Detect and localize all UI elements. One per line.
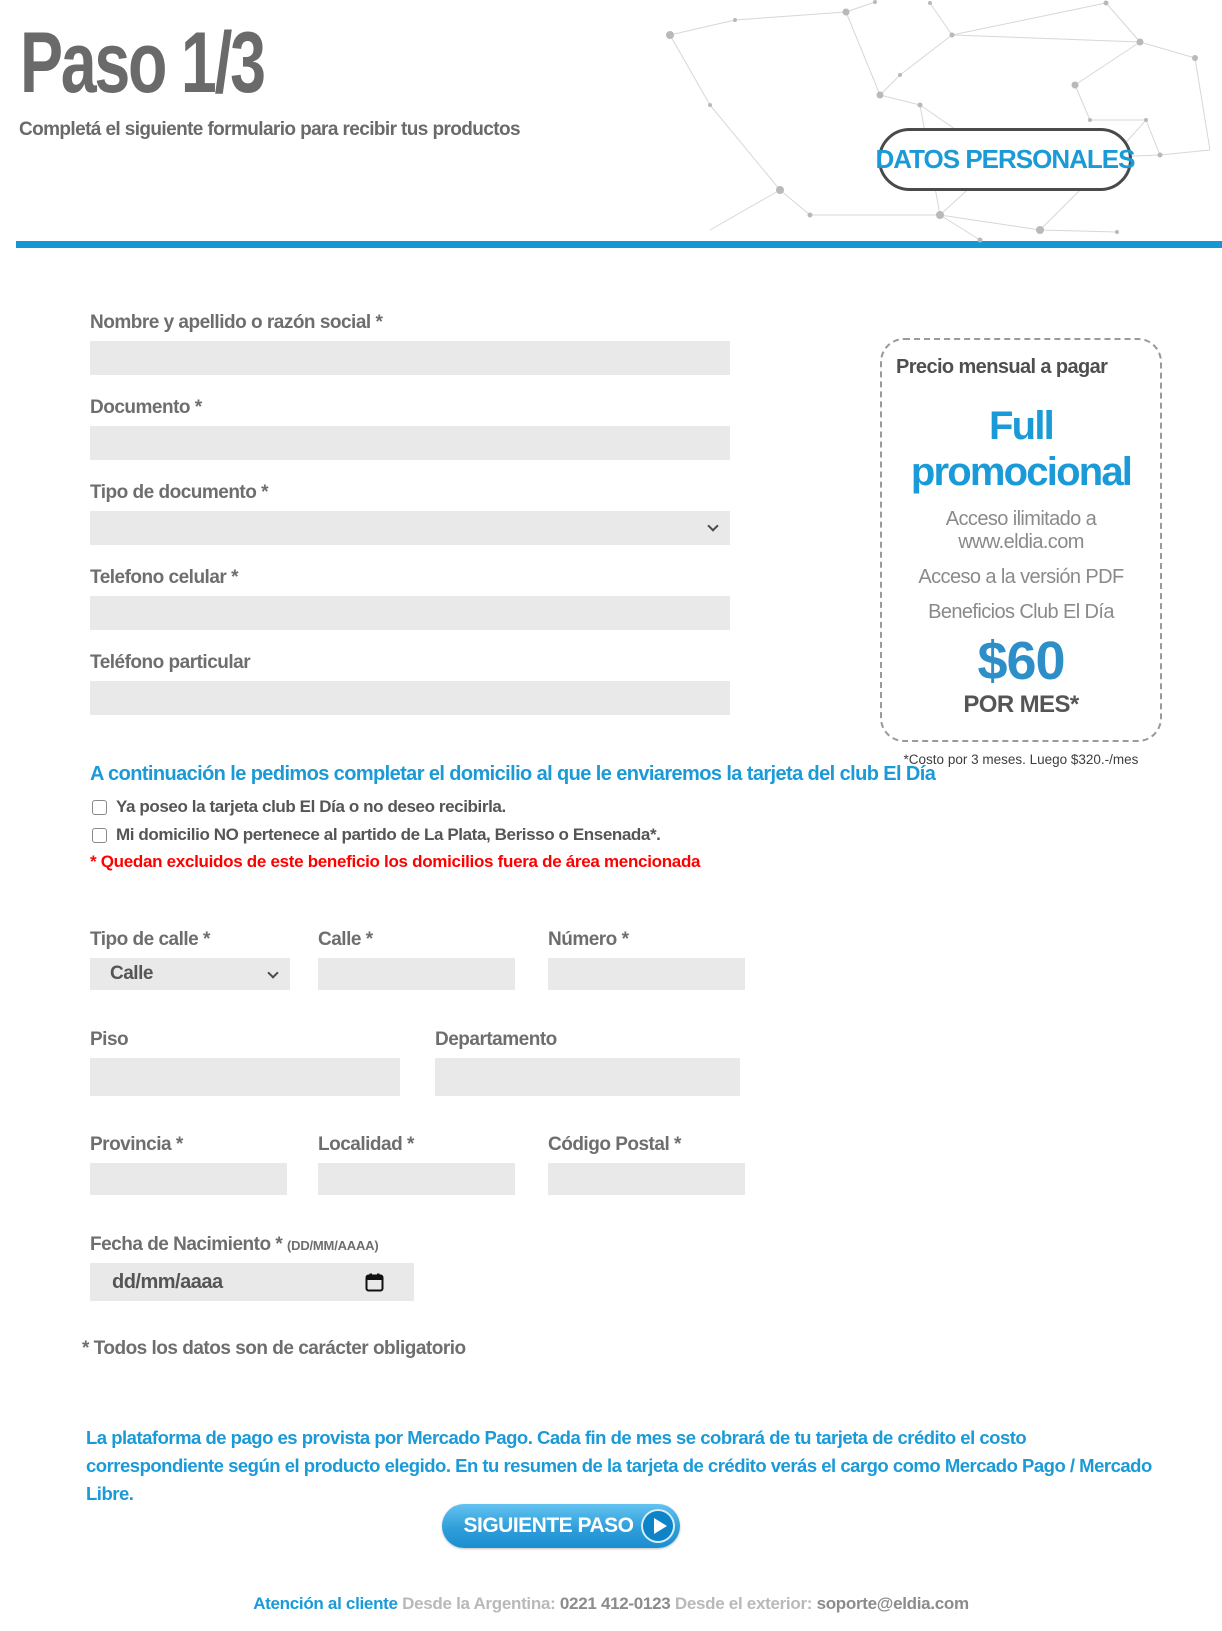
birth-date-format-hint: (DD/MM/AAAA) xyxy=(287,1238,379,1253)
outside-area-checkbox[interactable] xyxy=(92,828,107,843)
footer-phone: 0221 412-0123 xyxy=(559,1594,671,1613)
footer-argentina-label: Desde la Argentina: xyxy=(402,1594,556,1613)
payment-info-note: La plataforma de pago es provista por Mercado Pago. Cada fin de mes se cobrará de tu tarjeta de crédito el costo correspondiente según el producto elegido. En tu resumen de la tarjeta de crédito verás el cargo como Mercado Pago / Mercado Libre. xyxy=(86,1427,1152,1504)
pricing-footnote: *Costo por 3 meses. Luego $320.-/mes xyxy=(903,752,1139,767)
address-section-heading: A continuación le pedimos completar el domicilio al que le enviaremos la tarjeta del club El Día xyxy=(90,763,936,785)
chevron-down-icon xyxy=(267,967,278,978)
plan-benefit: Acceso ilimitado a www.eldia.com xyxy=(945,507,1097,553)
calendar-icon[interactable] xyxy=(365,1273,384,1292)
floor-label: Piso xyxy=(90,1029,129,1050)
network-decoration-graphic xyxy=(650,0,1210,250)
apartment-input[interactable] xyxy=(435,1058,740,1096)
document-field-label: Documento * xyxy=(90,397,202,418)
cell-phone-label: Telefono celular * xyxy=(90,567,238,588)
footer-support-label: Atención al cliente xyxy=(253,1594,398,1613)
play-circle-icon xyxy=(641,1509,675,1543)
postal-code-label: Código Postal * xyxy=(548,1134,681,1155)
page-title: Paso 1/3 xyxy=(20,15,264,111)
plan-period: POR MES* xyxy=(963,690,1079,718)
street-input[interactable] xyxy=(318,958,515,990)
section-badge: DATOS PERSONALES xyxy=(878,128,1132,191)
footer-exterior-label: Desde el exterior: xyxy=(674,1594,813,1613)
province-input[interactable] xyxy=(90,1163,287,1195)
name-field-label: Nombre y apellido o razón social * xyxy=(90,312,383,333)
home-phone-label: Teléfono particular xyxy=(90,652,251,673)
birth-date-label: Fecha de Nacimiento * (DD/MM/AAAA) xyxy=(90,1234,379,1255)
next-step-button[interactable] xyxy=(442,1504,680,1548)
postal-code-input[interactable] xyxy=(548,1163,745,1195)
cell-phone-input[interactable] xyxy=(90,596,730,630)
footer xyxy=(0,1594,1222,1614)
exclusion-warning: * Quedan excluidos de este beneficio los domicilios fuera de área mencionada xyxy=(90,852,701,871)
locality-input[interactable] xyxy=(318,1163,515,1195)
has-card-checkbox-label: Ya poseo la tarjeta club El Día o no deseo recibirla. xyxy=(116,797,506,816)
document-input[interactable] xyxy=(90,426,730,460)
name-input[interactable] xyxy=(90,341,730,375)
apartment-label: Departamento xyxy=(435,1029,557,1050)
locality-label: Localidad * xyxy=(318,1134,414,1155)
pricing-box xyxy=(880,338,1162,742)
floor-input[interactable] xyxy=(90,1058,400,1096)
street-type-value: Calle xyxy=(110,963,153,984)
street-type-select[interactable] xyxy=(90,958,290,990)
home-phone-input[interactable] xyxy=(90,681,730,715)
street-type-label: Tipo de calle * xyxy=(90,929,210,950)
personal-data-form xyxy=(90,312,730,737)
outside-area-checkbox-row xyxy=(92,825,661,845)
street-label: Calle * xyxy=(318,929,373,950)
number-input[interactable] xyxy=(548,958,745,990)
required-fields-note: * Todos los datos son de carácter obligatorio xyxy=(82,1338,466,1359)
province-label: Provincia * xyxy=(90,1134,183,1155)
has-card-checkbox-row xyxy=(92,797,506,817)
plan-benefit: Beneficios Club El Día xyxy=(928,600,1114,623)
outside-area-checkbox-label: Mi domicilio NO pertenece al partido de La Plata, Berisso o Ensenada*. xyxy=(116,825,661,844)
plan-benefit: Acceso a la versión PDF xyxy=(918,565,1124,588)
plan-price: $60 xyxy=(977,630,1065,691)
number-label: Número * xyxy=(548,929,629,950)
chevron-down-icon xyxy=(707,520,718,531)
document-type-select[interactable] xyxy=(90,511,730,545)
has-card-checkbox[interactable] xyxy=(92,800,107,815)
page-subtitle: Completá el siguiente formulario para recibir tus productos xyxy=(19,119,520,140)
plan-name: Full promocional xyxy=(910,404,1132,495)
pricing-title: Precio mensual a pagar xyxy=(896,356,1108,378)
next-step-button-label: SIGUIENTE PASO xyxy=(463,1514,634,1537)
footer-email: soporte@eldia.com xyxy=(816,1594,969,1613)
document-type-label: Tipo de documento * xyxy=(90,482,269,503)
